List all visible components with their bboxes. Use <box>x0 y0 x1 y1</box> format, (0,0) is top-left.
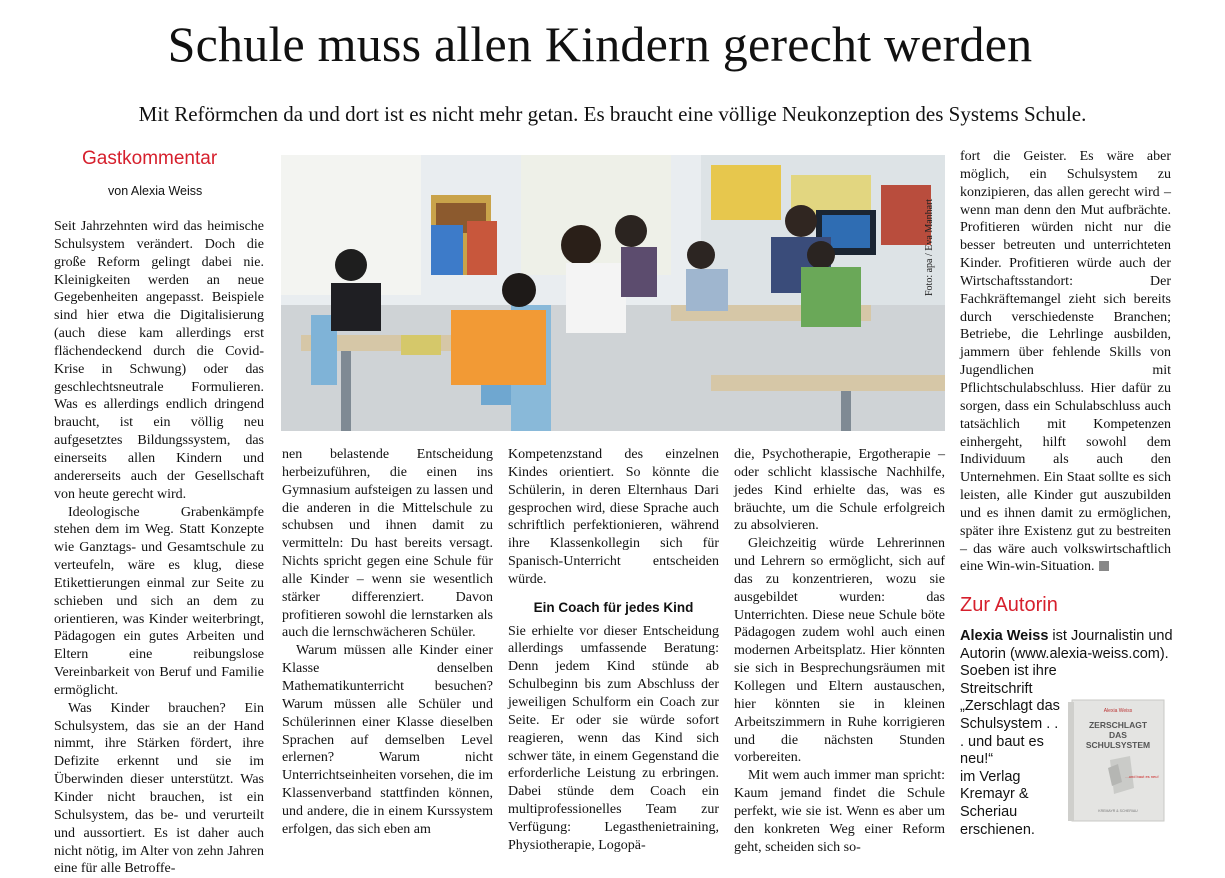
end-of-article-mark <box>1099 561 1109 571</box>
article-column-2 <box>282 446 493 840</box>
author-box-title: Zur Autorin <box>960 594 1058 616</box>
paragraph: Kompetenzstand des einzelnen Kindes orientiert. So könnte die Schülerin, in deren Elternhaus Dari gesprochen wird, diese Sprache auch schriftlich perfektionieren, während ihre Klassenkollegin sich für Spanisch-Unterricht entscheiden würde. <box>508 447 719 587</box>
kicker-label: Gastkommentar <box>82 148 218 169</box>
section-subheading: Ein Coach für jedes Kind <box>533 599 694 615</box>
book-title-line: SCHULSYSTEM <box>1085 740 1151 750</box>
author-name: Alexia Weiss <box>960 628 1049 644</box>
paragraph: Gleichzeitig würde Lehrerinnen und Lehrern so ermöglicht, sich auf das zu konzentrieren, wozu sie ausgebildet wurden: das Unterrichten. Diese neue Schule böte Pädagogen zudem wohl auch einen modernen Arbeitsplatz. Hier könnten sie sich in Besprechungsräumen mit Kollegen und Eltern austauschen, hier könnten sie in kleinen Arbeitszimmern in Ruhe korrigieren und die nächsten Stunden vorbereiten. <box>734 536 945 766</box>
subheadline: Mit Reförmchen da und dort ist es nicht mehr getan. Es braucht eine völlige Neukonzeption des Systems Schule. <box>138 102 1087 126</box>
author-bio: ist Journalistin und Autorin (www.alexia-weiss.com). Soeben ist ihre <box>960 628 1173 680</box>
paragraph <box>960 148 1171 576</box>
paragraph: Sie erhielte vor dieser Entscheidung allerdings umfassende Beratung: Denn jedem Kind stünde ab Schulbeginn bis zum Abschluss der jeweiligen Schulform ein Coach zur Seite. Er oder sie würde sofort reagieren, wenn das Kind sich schwer täte, in einem Gegenstand die erforderliche Leistung zu erbringen. Dabei stünde dem Coach ein multiprofessionelles Team zur Verfügung: Legasthenietraining, Physiotherapie, Logopä- <box>508 623 719 853</box>
paragraph: Ideologische Grabenkämpfe stehen dem im Weg. Statt Konzepte wie Ganztags- und Gesamtschule zu verteufeln, wäre es klug, diese Etikettierungen einmal zur Seite zu schieben und sich an dem zu orientieren, was Kinder weiterbringt, Pädagogen ein gutes Arbeiten und Eltern eine reibungslose Vereinbarkeit von Beruf und Familie ermöglicht. <box>54 504 264 698</box>
book-publisher: KREMAYR & SCHERIAU <box>1098 809 1138 813</box>
article-column-1 <box>54 218 264 877</box>
paragraph: Warum müssen alle Kinder einer Klasse denselben Mathematikunterricht besuchen? Warum müssen alle Schüler und Schülerinnen einer Klasse dieselben Sprachen auf demselben Level erlernen? Warum nicht Unterrichtseinheiten vorsehen, die im Klassenverband stattfinden können, und andere, die in einem Kurssystem erfolgen, das sich eben am <box>282 643 493 837</box>
book-author: Alexia Weiss <box>1103 708 1133 714</box>
author-book-title: „Zerschlagt das Schulsystem . . . und baut es neu!“ <box>960 698 1060 768</box>
paragraph: Was Kinder brauchen? Ein Schulsystem, das sie an der Hand nimmt, ihre Stärken fördert, ihre Defizite erkennt und sie im Überwinden dieser unterstützt. Was Kinder nicht brauchen, ist ein Schulsystem, das be- und verurteilt und aussortiert. Es ist daher auch nicht nötig, im Alter von zehn Jahren eine für alle Betroffe- <box>54 700 264 877</box>
classroom-photo <box>281 155 945 431</box>
book-title-line: DAS <box>1109 730 1127 740</box>
author-bio-line: Streitschrift <box>960 680 1033 697</box>
article-column-5 <box>960 148 1171 575</box>
article-column-4 <box>734 446 945 855</box>
book-subtitle: ...und baut es neu! <box>1125 774 1159 779</box>
paragraph: nen belastende Entscheidung herbeizuführen, die einen ins Gymnasium aufsteigen zu lassen und die anderen in die Mittelschule zu schubsen und ihnen damit zu vermitteln: Du hast bereits versagt. Nichts spricht gegen eine Schule für alle Kinder – wenn sie wesentlich stärker differenziert. Davon profitieren sowohl die lernstarken als auch die lernschwächeren Schüler. <box>282 447 493 641</box>
article-column-3 <box>508 446 719 853</box>
byline: von Alexia Weiss <box>108 184 203 198</box>
paragraph: Seit Jahrzehnten wird das heimische Schulsystem verändert. Doch die große Reform gelingt dabei nie. Kleinigkeiten werden an neue Gegebenheiten angepasst. Beispiele sind hier etwa die Digitalisierung (auch diese kam allerdings erst flächendeckend durch die Covid-Krise in Schwung) oder das geschlechtsneutrale Formulieren. Was es allerdings endlich dringend braucht, ist ein völlig neu aufgesetztes Bildungssystem, das einerseits allen Kindern und andererseits auch der Gesellschaft von heute gerecht wird. <box>54 219 264 502</box>
photo-credit: Foto: apa / Eva Manhart <box>924 198 935 296</box>
book-title-line: ZERSCHLAGT <box>1088 720 1148 730</box>
author-publisher: im Verlag Kremayr & Scheriau erschienen. <box>960 768 1035 838</box>
book-cover <box>1068 698 1166 823</box>
paragraph-text: fort die Geister. Es wäre aber möglich, ein Schulsystem zu konzipieren, das allen gerecht wird – wenn man denn den Mut aufbrächte. Profitieren würden nicht nur die besser betreuten und unterrichteten Kinder. Profitieren würde auch der Wirtschaftsstandort: Der Fachkräftemangel zieht sich bereits durch verschiedenste Branchen; Betriebe, die Lehrlinge ausbilden, jammern über fehlende Skills von Jugendlichen mit Pflichtschulabschluss. Hier dafür zu sorgen, dass ein Schulabschluss auch tatsächlich mit Kompetenzen einhergeht, hilft sowohl dem Individuum als auch den Unternehmen. Ein Staat sollte es sich leisten, alle Kinder gut auszubilden und es ihnen damit zu ermöglichen, später ihre Existenz gut zu bestreiten – das wäre auch volkswirtschaftlich eine Win-win-Situation. <box>960 149 1171 575</box>
paragraph: Mit wem auch immer man spricht: Kaum jemand findet die Schule perfekt, wie sie ist. Wenn es aber um den konkreten Weg einer Reform geht, scheiden sich so- <box>734 768 945 855</box>
headline: Schule muss allen Kindern gerecht werden <box>167 16 1033 72</box>
paragraph: die, Psychotherapie, Ergotherapie – oder schlicht klassische Nachhilfe, jedes Kind erhielte das, was es bräuchte, um die Schule erfolgreich zu absolvieren. <box>734 447 945 534</box>
